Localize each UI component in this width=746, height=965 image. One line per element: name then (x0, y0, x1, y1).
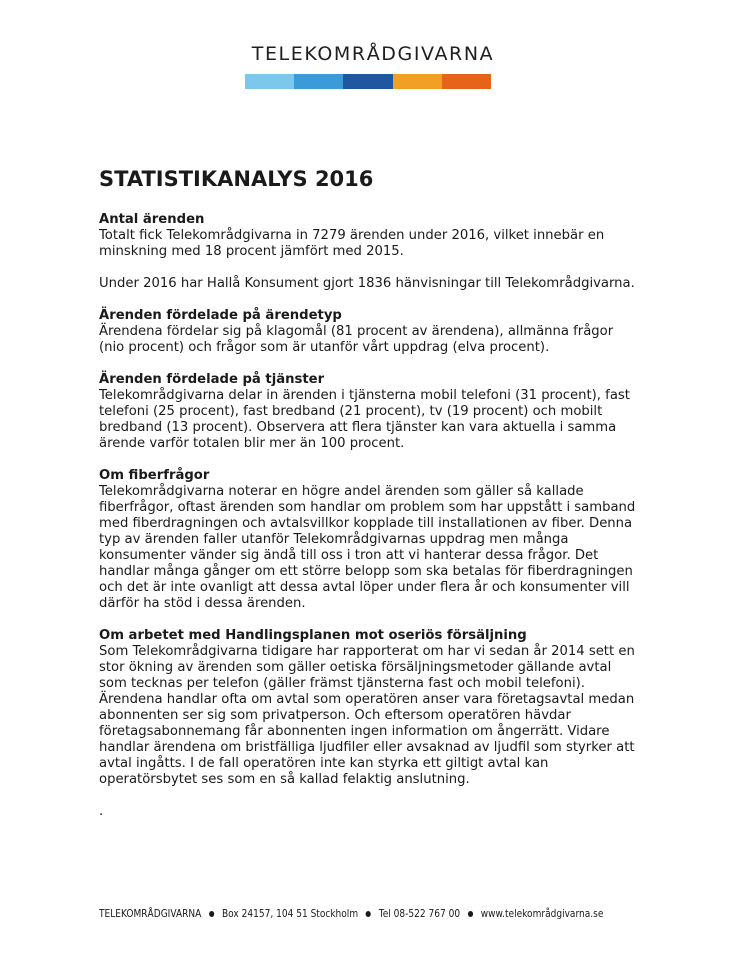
section-heading: Om fiberfrågor (99, 468, 210, 483)
bullet-icon (366, 911, 371, 917)
footer-phone: Tel 08-522 767 00 (378, 908, 461, 920)
logo-text: TELEKOMRÅDGIVARNA (251, 43, 495, 65)
section (99, 276, 639, 292)
section-paragraph: Telekområdgivarna noterar en högre andel ärenden som gäller så kallade fiberfrågor, oftast ärenden som handlar om problem som har uppstått i samband med fiberdragningen och avtalsvillkor kopplade till installationen av fiber. Denna typ av ärenden faller utanför Telekområdgivarnas uppdrag men många konsumenter vänder sig ändå till oss i tron att vi hanterar dessa frågor. Det handlar många gånger om ett större belopp som ska betalas för fiberdragningen och det är inte ovanligt att dessa avtal löper under flera år och konsumenter vill därför ha stöd i dessa ärenden. (99, 484, 636, 611)
sections (99, 212, 639, 788)
section (99, 468, 639, 612)
logo-bar-segment (442, 74, 491, 89)
section (99, 628, 639, 788)
section-heading: Om arbetet med Handlingsplanen mot oseriös försäljning (99, 628, 527, 643)
section-heading: Ärenden fördelade på ärendetyp (99, 308, 342, 323)
logo (0, 43, 746, 89)
section-paragraph: Under 2016 har Hallå Konsument gjort 1836 hänvisningar till Telekområdgivarna. (99, 276, 635, 291)
logo-bar-segment (343, 74, 392, 89)
section-paragraph: Som Telekområdgivarna tidigare har rapporterat om har vi sedan år 2014 sett en stor ökning av ärenden som gäller oetiska försäljningsmetoder gällande avtal som tecknas per telefon (gäller främst tjänsterna fast och mobil telefoni). Ärendena handlar ofta om avtal som operatören anser vara företagsavtal medan abonnenten ser sig som privatperson. Och eftersom operatören hävdar företagsabonnemang får abonnenten ingen information om ångerrätt. Vidare handlar ärendena om bristfälliga ljudfiler eller avsaknad av ljudfil som styrker att avtal ingåtts. I de fall operatören inte kan styrka ett giltigt avtal kan operatörsbytet ses som en så kallad felaktig anslutning. (99, 644, 635, 787)
footer-org: TELEKOMRÅDGIVARNA (99, 908, 202, 920)
section-paragraph: Ärendena fördelar sig på klagomål (81 procent av ärendena), allmänna frågor (nio procent) och frågor som är utanför vårt uppdrag (elva procent). (99, 324, 614, 355)
section-heading: Antal ärenden (99, 212, 205, 227)
footer-website[interactable]: www.telekområdgivarna.se (480, 908, 604, 920)
section (99, 308, 639, 356)
document-title: STATISTIKANALYS 2016 (99, 167, 374, 191)
section-heading: Ärenden fördelade på tjänster (99, 372, 325, 387)
document-body (99, 166, 639, 820)
section-paragraph: Totalt fick Telekområdgivarna in 7279 ärenden under 2016, vilket innebär en minskning med 18 procent jämfört med 2015. (99, 228, 605, 259)
logo-bar-segment (294, 74, 343, 89)
bullet-icon (468, 911, 473, 917)
bullet-icon (209, 911, 214, 917)
footer (99, 907, 604, 921)
section-paragraph: Telekområdgivarna delar in ärenden i tjänsterna mobil telefoni (31 procent), fast telefoni (25 procent), fast bredband (21 procent), tv (19 procent) och mobilt bredband (13 procent). Observera att flera tjänster kan vara aktuella i samma ärende varför totalen blir mer än 100 procent. (99, 388, 630, 451)
trailing-dot: . (99, 804, 104, 819)
logo-color-bar (245, 74, 491, 89)
logo-bar-segment (393, 74, 442, 89)
section (99, 212, 639, 260)
section (99, 372, 639, 452)
logo-bar-segment (245, 74, 294, 89)
footer-address: Box 24157, 104 51 Stockholm (221, 908, 359, 920)
